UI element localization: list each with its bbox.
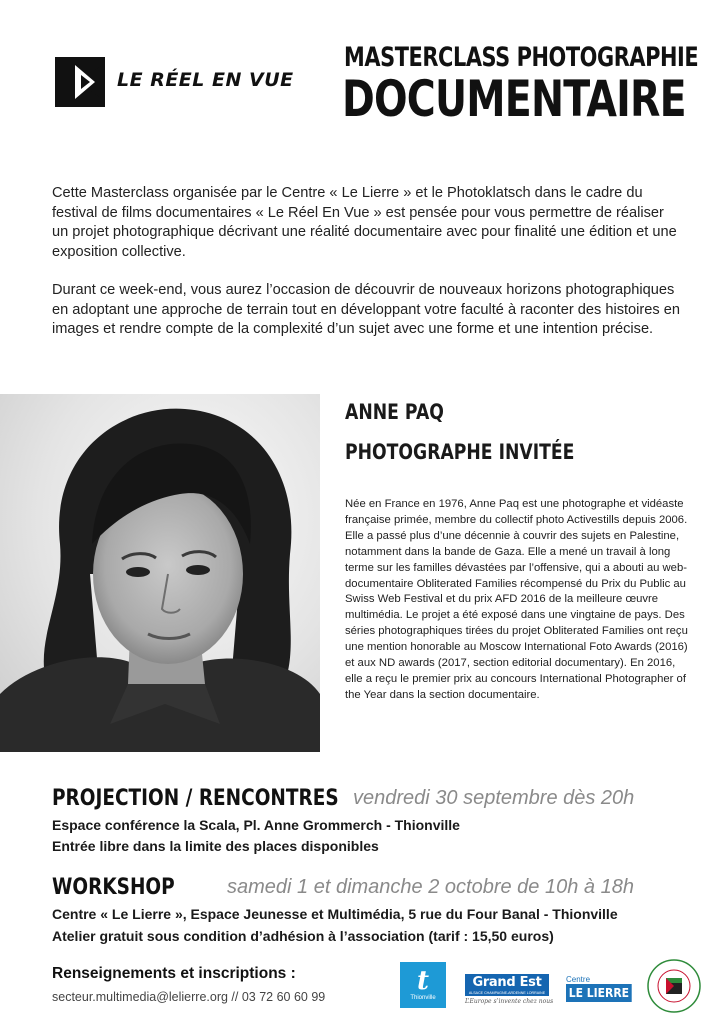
grand-est-subtitle: ALSACE CHAMPAGNE-ARDENNE LORRAINE xyxy=(465,991,549,996)
le-lierre-big: LE LIERRE xyxy=(566,984,632,1002)
guest-biography: Née en France en 1976, Anne Paq est une photographe et vidéaste française primée, membre du collectif photo Activestills depuis 2006. Elle a passé plus d’une décennie à couvrir des sujets en Palestine, notamment dans la bande de Gaza. Elle a mené un travail à long terme sur les familles dévastées par l’offensive, qui a abouti au web-documentaire Obliterated Families récompensé du Prix du Public au Swiss Web Festival et du prix AFD 2016 de la meilleure œuvre multimédia. Le projet a été exposé dans une vingtaine de pays. Des séries photographiques tirées du projet Obliterated Families ont reçu une mention honorable au Moscow International Foto Awards (2016) et aux ND awards (2017, section editorial documentary). En 2016, elle a reçu le premier prix au concours International Photographer of the Year dans la section documentaire. xyxy=(345,498,688,701)
le-reel-en-vue-logo-icon xyxy=(55,57,105,107)
grand-est-logo xyxy=(465,974,554,1005)
intro-paragraph-2: Durant ce week-end, vous aurez l’occasion de découvrir de nouveaux horizons photographiques en adoptant une approche de terrain tout en développant votre faculté à raconter des histoires en images et rendre compte de la complexité d’un sujet avec une forme et une intention précise. xyxy=(52,282,680,337)
workshop-place: Centre « Le Lierre », Espace Jeunesse et Multimédia, 5 rue du Four Banal - Thionville xyxy=(52,906,618,922)
intro-text xyxy=(52,184,682,359)
afps-logo xyxy=(646,958,702,1014)
thionville-name: Thionville xyxy=(410,995,436,1001)
projection-note: Entrée libre dans la limite des places disponibles xyxy=(52,838,379,854)
thionville-logo xyxy=(400,962,446,1008)
workshop-title: WORKSHOP xyxy=(52,875,175,900)
title-line-1: MASTERCLASS PHOTOGRAPHIE xyxy=(344,42,699,73)
grand-est-tagline: L’Europe s’invente chez nous xyxy=(465,998,554,1005)
afps-emblem-icon xyxy=(646,958,702,1014)
le-lierre-logo xyxy=(566,975,639,1002)
title-line-2: DOCUMENTAIRE xyxy=(342,70,686,128)
workshop-date: samedi 1 et dimanche 2 octobre de 10h à 18h xyxy=(227,876,634,898)
projection-title: PROJECTION / RENCONTRES xyxy=(52,786,339,811)
intro-paragraph-1: Cette Masterclass organisée par le Centre « Le Lierre » et le Photoklatsch dans le cadre du festival de films documentaires « Le Réel En Vue » est pensée pour vous permettre de réaliser un projet photographique décrivant une réalité documentaire avec pour finalité une édition et une exposition collective. xyxy=(52,185,677,260)
projection-place: Espace conférence la Scala, Pl. Anne Grommerch - Thionville xyxy=(52,817,460,833)
guest-portrait-photo xyxy=(0,394,320,752)
grand-est-name: Grand Est xyxy=(465,974,549,991)
projection-date: vendredi 30 septembre dès 20h xyxy=(353,787,635,809)
thionville-letter: t xyxy=(416,966,429,996)
le-lierre-small: Centre xyxy=(566,975,591,984)
logo-text: LE RÉEL EN VUE xyxy=(117,69,294,91)
guest-role: PHOTOGRAPHE INVITÉE xyxy=(345,440,575,464)
workshop-note: Atelier gratuit sous condition d’adhésion à l’association (tarif : 15,50 euros) xyxy=(52,928,554,944)
contact-line[interactable]: secteur.multimedia@lelierre.org // 03 72 60 60 99 xyxy=(52,990,326,1004)
guest-name: ANNE PAQ xyxy=(345,400,444,424)
info-title: Renseignements et inscriptions : xyxy=(52,965,296,982)
